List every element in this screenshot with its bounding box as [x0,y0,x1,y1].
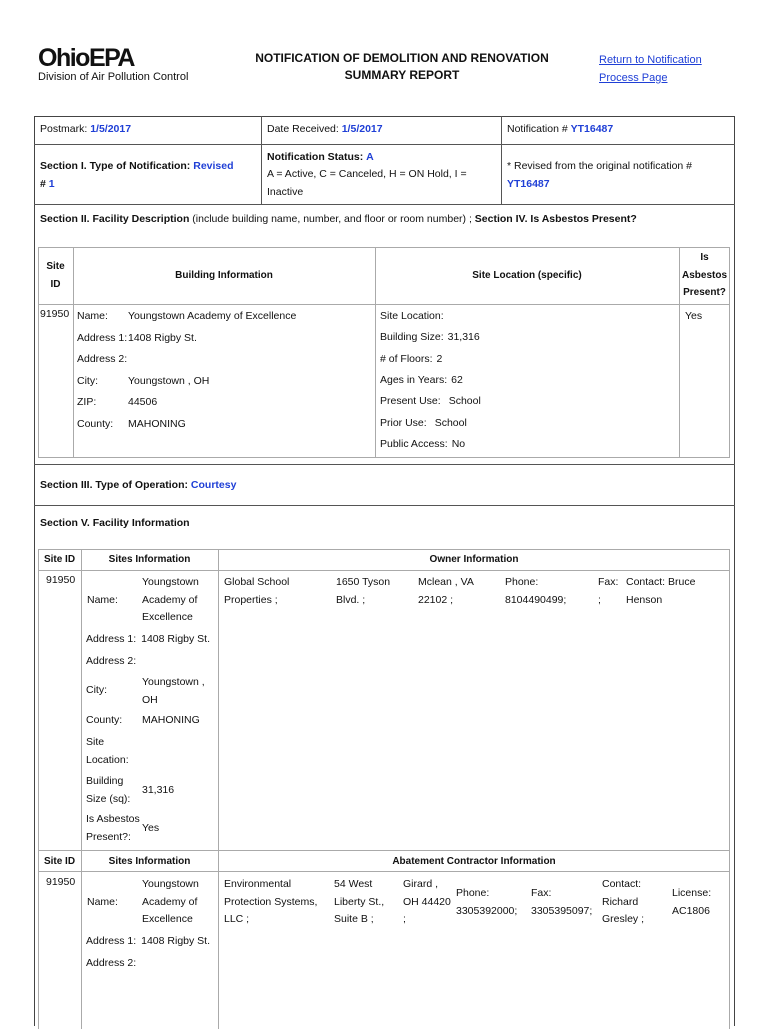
building-field-value: 1408 Rigby St. [128,331,197,344]
site-address1-value: 1408 Rigby St. [141,633,211,645]
contractor-license-value: AC1806 [672,904,710,917]
owner-fax [598,574,618,609]
section2-heading-bold: Section II. Facility Description [40,213,190,225]
date-received [267,121,383,139]
notification-status [267,149,374,167]
location-field-label: Public Access: [380,437,448,450]
location-field [380,372,463,390]
site-city-value [142,674,205,709]
location-field-value: No [451,437,466,450]
contractor-phone-value: 3305392000; [456,904,518,917]
col-contractor-info: Abatement Contractor Information [392,856,556,867]
location-field-label: Ages in Years: [380,373,448,386]
building-field-value: Youngstown , OH [128,374,210,387]
owner-street-line1: 1650 Tyson [336,576,391,588]
contractor-fax-value: 3305395097; [531,904,593,917]
status-value: A [366,151,374,163]
site-asbestos-line2: Present?: [86,830,131,843]
section1-type [40,158,234,176]
date-received-label: Date Received: [267,123,339,135]
location-field-value: School [448,395,481,408]
contractor-company-line2: Protection Systems, [224,895,318,908]
contractor-street-line1: 54 West [334,878,373,890]
revised-ref: YT16487 [507,178,550,190]
site-address1 [86,631,210,649]
logo-epa-text: EPA [88,44,134,72]
site-city-label: City: [86,684,107,696]
location-field-label: Building Size: [380,331,444,344]
contractor-company-line1: Environmental [224,878,292,890]
location-field [380,415,467,433]
site-county-value: MAHONING [142,714,200,726]
revised-note: * Revised from the original notification # [507,160,693,172]
owner-street-line2: Blvd. ; [336,593,366,606]
return-link-line1[interactable]: Return to Notification [599,54,702,66]
building-field-value: 44506 [128,396,158,408]
contractor-license [672,885,711,920]
section3-value: Courtesy [190,479,237,491]
site-city-line2: OH [142,693,158,706]
location-field [380,329,480,347]
site-name-label-2: Name: [87,896,118,908]
section5-heading: Section V. Facility Information [40,517,190,529]
facility-asbestos: Yes [685,310,703,322]
location-field-value: School [434,416,467,429]
owner-city [418,574,474,609]
site-location-line2: Location: [86,753,129,766]
col-site-id-v2: Site ID [43,856,76,867]
location-field-label: # of Floors: [380,352,433,365]
owner-company-line1: Global School [224,576,290,588]
owner-company-line2: Properties ; [224,593,278,606]
location-field-label: Present Use: [380,395,441,408]
location-field-value: 62 [451,373,463,386]
building-field-label: Address 2: [77,353,128,365]
site-location-line1: Site [86,736,105,748]
owner-phone-value: 8104490499; [505,593,567,606]
building-field-label: County: [77,417,114,430]
date-received-value: 1/5/2017 [341,123,383,135]
site-name-label: Name: [87,594,118,606]
site-location-label [86,734,129,769]
col-site-id [38,258,73,293]
notification-number [507,121,613,139]
site-name-value [142,574,199,627]
facility-site-id: 91950 [40,308,70,320]
site-name-line1: Youngstown [142,576,199,588]
location-field-label: Site Location: [380,310,444,322]
col-owner-info: Owner Information [429,554,519,565]
status-legend-2: Inactive [267,186,304,198]
status-legend-1: A = Active, C = Canceled, H = ON Hold, I = [267,168,467,180]
section1-hash: # [40,178,46,190]
site-building-size-line1: Building [86,775,124,787]
site-name-2-line1: Youngstown [142,878,199,890]
contractor-phone-label: Phone: [456,887,490,899]
location-field [380,393,481,411]
owner-phone-label: Phone: [505,576,539,588]
postmark-value: 1/5/2017 [90,123,132,135]
return-link[interactable] [599,51,702,87]
owner-company [224,574,289,609]
location-field-value: 2 [436,352,443,365]
owner-city-line2: 22102 ; [418,593,454,606]
section2-heading-normal: (include building name, number, and floor or room number) ; [189,213,472,225]
section1-label: Section I. Type of Notification: [40,160,191,172]
ohio-epa-logo [38,44,134,73]
owner-contact-line1: Contact: Bruce [626,576,696,588]
site-address1-2-value: 1408 Rigby St. [141,935,211,947]
contractor-city [403,876,451,929]
owner-contact [626,574,695,609]
col-site-id-v: Site ID [43,554,76,565]
site-building-size-label [86,773,130,808]
contractor-city-line1: Girard , [403,878,439,890]
notification-number-value: YT16487 [570,123,614,135]
report-title-line2: SUMMARY REPORT [344,68,460,82]
building-field-label: City: [77,374,98,387]
location-field [380,308,448,326]
site-asbestos-value: Yes [142,822,160,834]
section2-heading [40,211,637,229]
owner-city-line1: Mclean , VA [418,576,474,588]
site-name-2-line2: Academy of [142,895,198,908]
building-field-label: Address 1: [77,331,128,344]
postmark-label: Postmark: [40,123,88,135]
section4-heading: Section IV. Is Asbestos Present? [471,213,637,225]
col-asbestos-line2: Asbestos [681,269,727,281]
owner-contact-line2: Henson [626,593,663,606]
site-address1-label: Address 1: [86,633,137,645]
contractor-street-line2: Liberty St., [334,895,385,908]
contractor-contact-line2: Richard [602,895,639,908]
contractor-city-line2: OH 44420 [403,895,451,908]
site-asbestos-line1: Is Asbestos [86,813,140,825]
col-sites-info-2: Sites Information [108,856,191,867]
building-field-value: MAHONING [128,417,186,430]
col-site-id-line2: ID [50,278,61,290]
contractor-contact-line3: Gresley ; [602,913,645,925]
owner-street [336,574,390,609]
postmark [40,121,131,139]
section3-operation [40,477,236,495]
logo-ohio-text: Ohio [38,44,89,72]
building-field-label: Name: [77,310,108,322]
contractor-license-label: License: [672,887,712,899]
contractor-contact [602,876,644,929]
col-asbestos-line3: Present? [683,287,726,298]
return-link-line2[interactable]: Process Page [599,72,668,84]
site-building-size-line2: Size (sq): [86,792,131,805]
owner-fax-value: ; [598,593,601,606]
location-field [380,351,442,369]
report-title-line1: NOTIFICATION OF DEMOLITION AND RENOVATION [255,51,549,65]
contractor-city-line3: ; [403,913,406,925]
section1-type-value: Revised [193,160,234,172]
contractor-fax-label: Fax: [531,887,552,899]
contractor-street [334,876,384,929]
site-name-2-line3: Excellence [142,913,193,925]
site-name-value-2 [142,876,199,929]
owner-phone [505,574,566,609]
location-field-value: 31,316 [447,331,480,344]
division-name: Division of Air Pollution Control [38,71,189,83]
col-site-id-line1: Site [46,261,65,272]
site-id-2: 91950 [46,876,76,888]
site-name-line2: Academy of [142,593,198,606]
section1-number [40,176,55,194]
location-field-label: Prior Use: [380,416,427,429]
site-asbestos-label [86,811,140,846]
section3-label: Section III. Type of Operation: [40,479,188,491]
building-field-label: ZIP: [77,396,97,408]
contractor-company-line3: LLC ; [224,913,250,925]
site-county-label: County: [86,714,123,726]
contractor-fax [531,885,592,920]
building-field-value: Youngstown Academy of Excellence [128,310,297,322]
site-address2-label-2: Address 2: [86,957,137,969]
site-city-line1: Youngstown , [142,676,205,688]
contractor-company [224,876,317,929]
contractor-phone [456,885,517,920]
status-label: Notification Status: [267,151,364,163]
col-asbestos [679,249,730,302]
section1-number-value: 1 [48,178,55,190]
notification-number-label: Notification # [507,123,568,135]
site-address1-2-label: Address 1: [86,935,137,947]
col-asbestos-line1: Is [700,252,709,263]
col-site-location: Site Location (specific) [472,270,582,281]
contractor-street-line3: Suite B ; [334,913,374,925]
location-field [380,436,465,454]
col-sites-info: Sites Information [108,554,191,565]
col-building-info: Building Information [175,270,273,281]
site-id-1: 91950 [46,574,76,586]
owner-fax-label: Fax: [598,576,619,588]
site-address2-label: Address 2: [86,655,137,667]
site-address1-2 [86,933,210,951]
site-name-line3: Excellence [142,611,193,623]
site-building-size-value: 31,316 [142,784,175,796]
contractor-contact-line1: Contact: [602,878,642,890]
